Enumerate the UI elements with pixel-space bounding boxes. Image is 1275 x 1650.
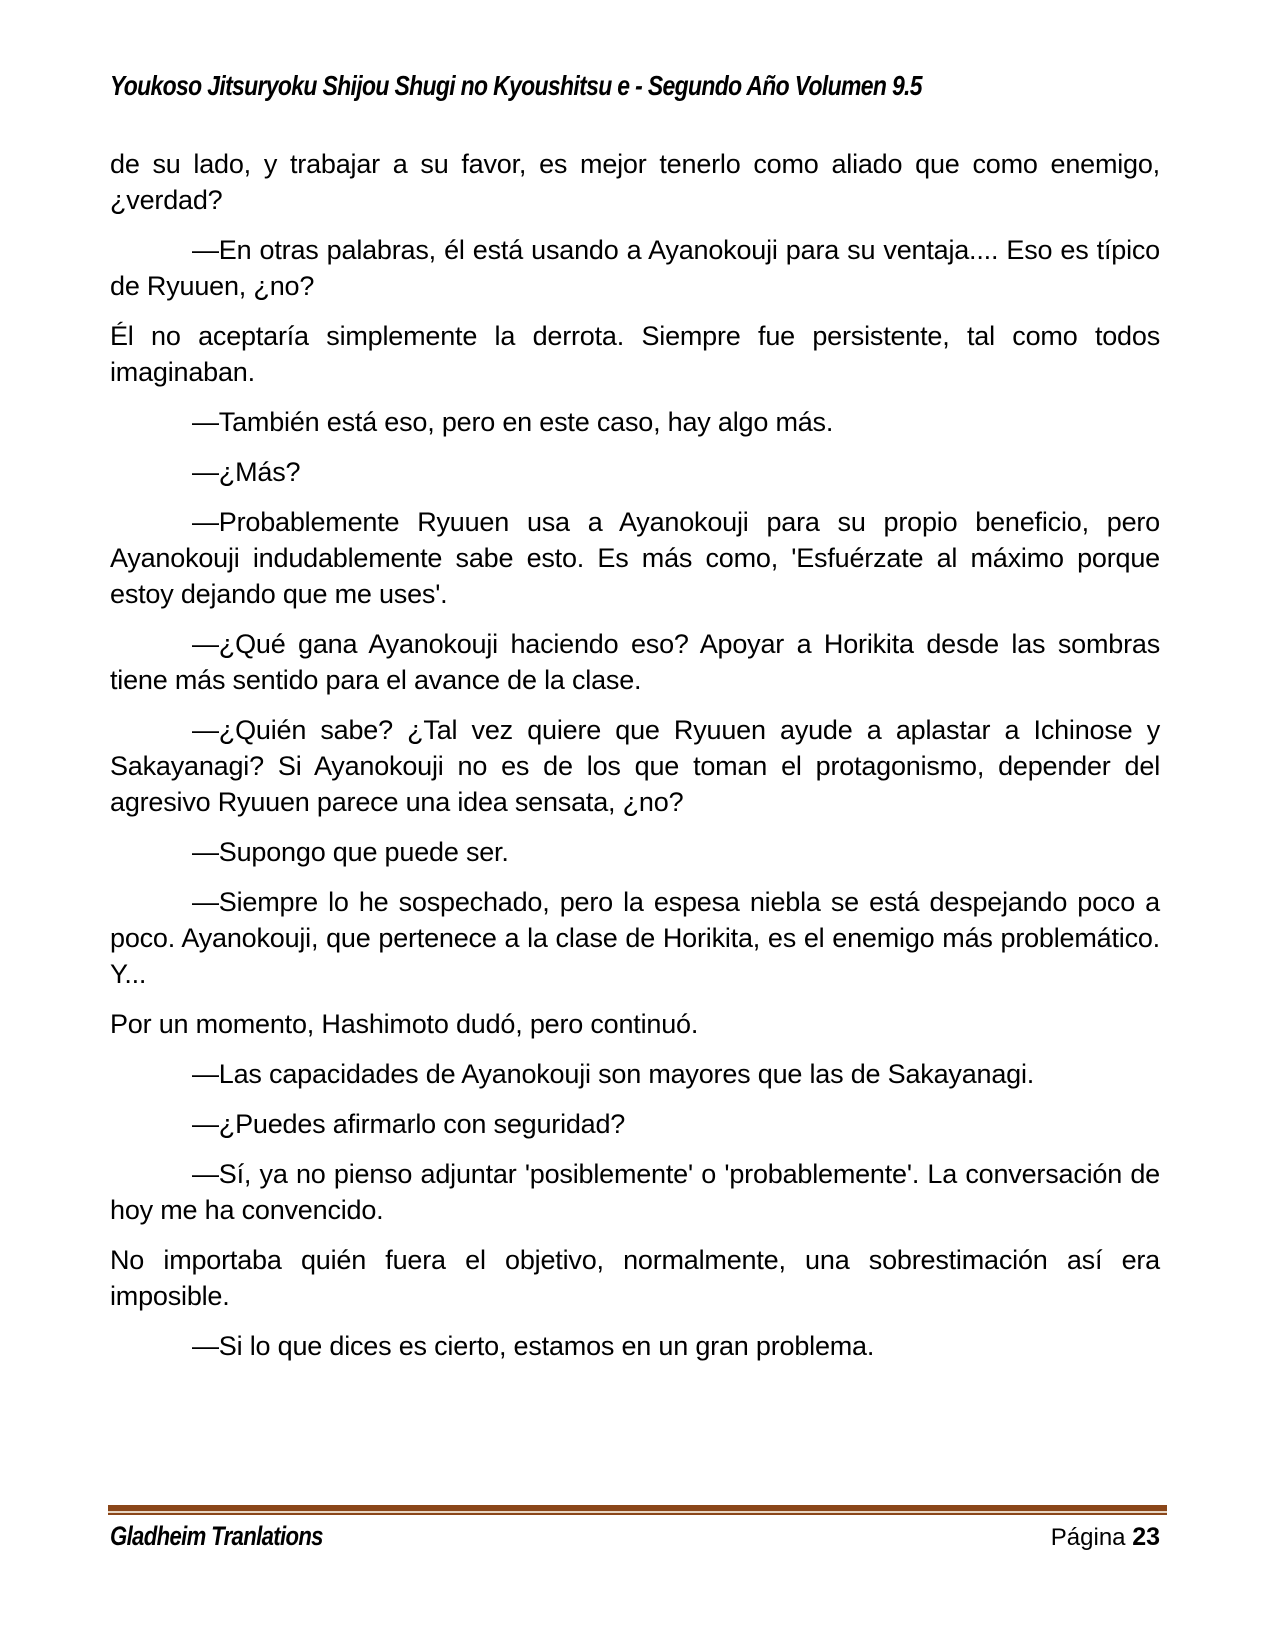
page-body [110,146,1160,1378]
paragraph: —Si lo que dices es cierto, estamos en un gran problema. [192,1331,875,1361]
paragraph: —¿Más? [192,457,301,487]
paragraph: —¿Puedes afirmarlo con seguridad? [192,1109,626,1139]
paragraph: —Probablemente Ryuuen usa a Ayanokouji para su propio beneficio, pero Ayanokouji indudablemente sabe esto. Es más como, 'Esfuérzate al máximo porque estoy dejando que me uses'. [110,507,1160,609]
paragraph: Él no aceptaría simplemente la derrota. Siempre fue persistente, tal como todos imaginaban. [110,321,1160,387]
paragraph: —Siempre lo he sospechado, pero la espesa niebla se está despejando poco a poco. Ayanokouji, que pertenece a la clase de Horikita, es el enemigo más problemático. Y... [110,887,1160,989]
footer-page-number: 23 [1132,1523,1160,1551]
paragraph: —Sí, ya no pienso adjuntar 'posiblemente' o 'probablemente'. La conversación de hoy me ha convencido. [110,1159,1160,1225]
paragraph: Por un momento, Hashimoto dudó, pero continuó. [110,1009,699,1039]
paragraph: —¿Qué gana Ayanokouji haciendo eso? Apoyar a Horikita desde las sombras tiene más sentido para el avance de la clase. [110,629,1160,695]
header-title: Youkoso Jitsuryoku Shijou Shugi no Kyoushitsu e - Segundo Año Volumen 9.5 [110,70,922,101]
footer-divider [108,1505,1167,1515]
paragraph: —¿Quién sabe? ¿Tal vez quiere que Ryuuen ayude a aplastar a Ichinose y Sakayanagi? Si Ayanokouji no es de los que toman el protagonismo, depender del agresivo Ryuuen parece una idea sensata, ¿no? [110,715,1160,817]
paragraph: —También está eso, pero en este caso, hay algo más. [192,407,834,437]
page-header [110,70,1165,102]
footer-page-indicator [1051,1523,1160,1552]
paragraph: —En otras palabras, él está usando a Ayanokouji para su ventaja.... Eso es típico de Ryuuen, ¿no? [110,235,1160,301]
page-footer [110,1521,1160,1552]
footer-divider-thin-bar [108,1513,1167,1515]
paragraph: —Las capacidades de Ayanokouji son mayores que las de Sakayanagi. [192,1059,1035,1089]
paragraph: de su lado, y trabajar a su favor, es mejor tenerlo como aliado que como enemigo, ¿verdad? [110,149,1160,215]
paragraph: —Supongo que puede ser. [192,837,509,867]
paragraph: No importaba quién fuera el objetivo, normalmente, una sobrestimación así era imposible. [110,1245,1160,1311]
footer-translator-name: Gladheim Tranlations [110,1521,323,1551]
footer-page-label: Página [1050,1524,1126,1551]
